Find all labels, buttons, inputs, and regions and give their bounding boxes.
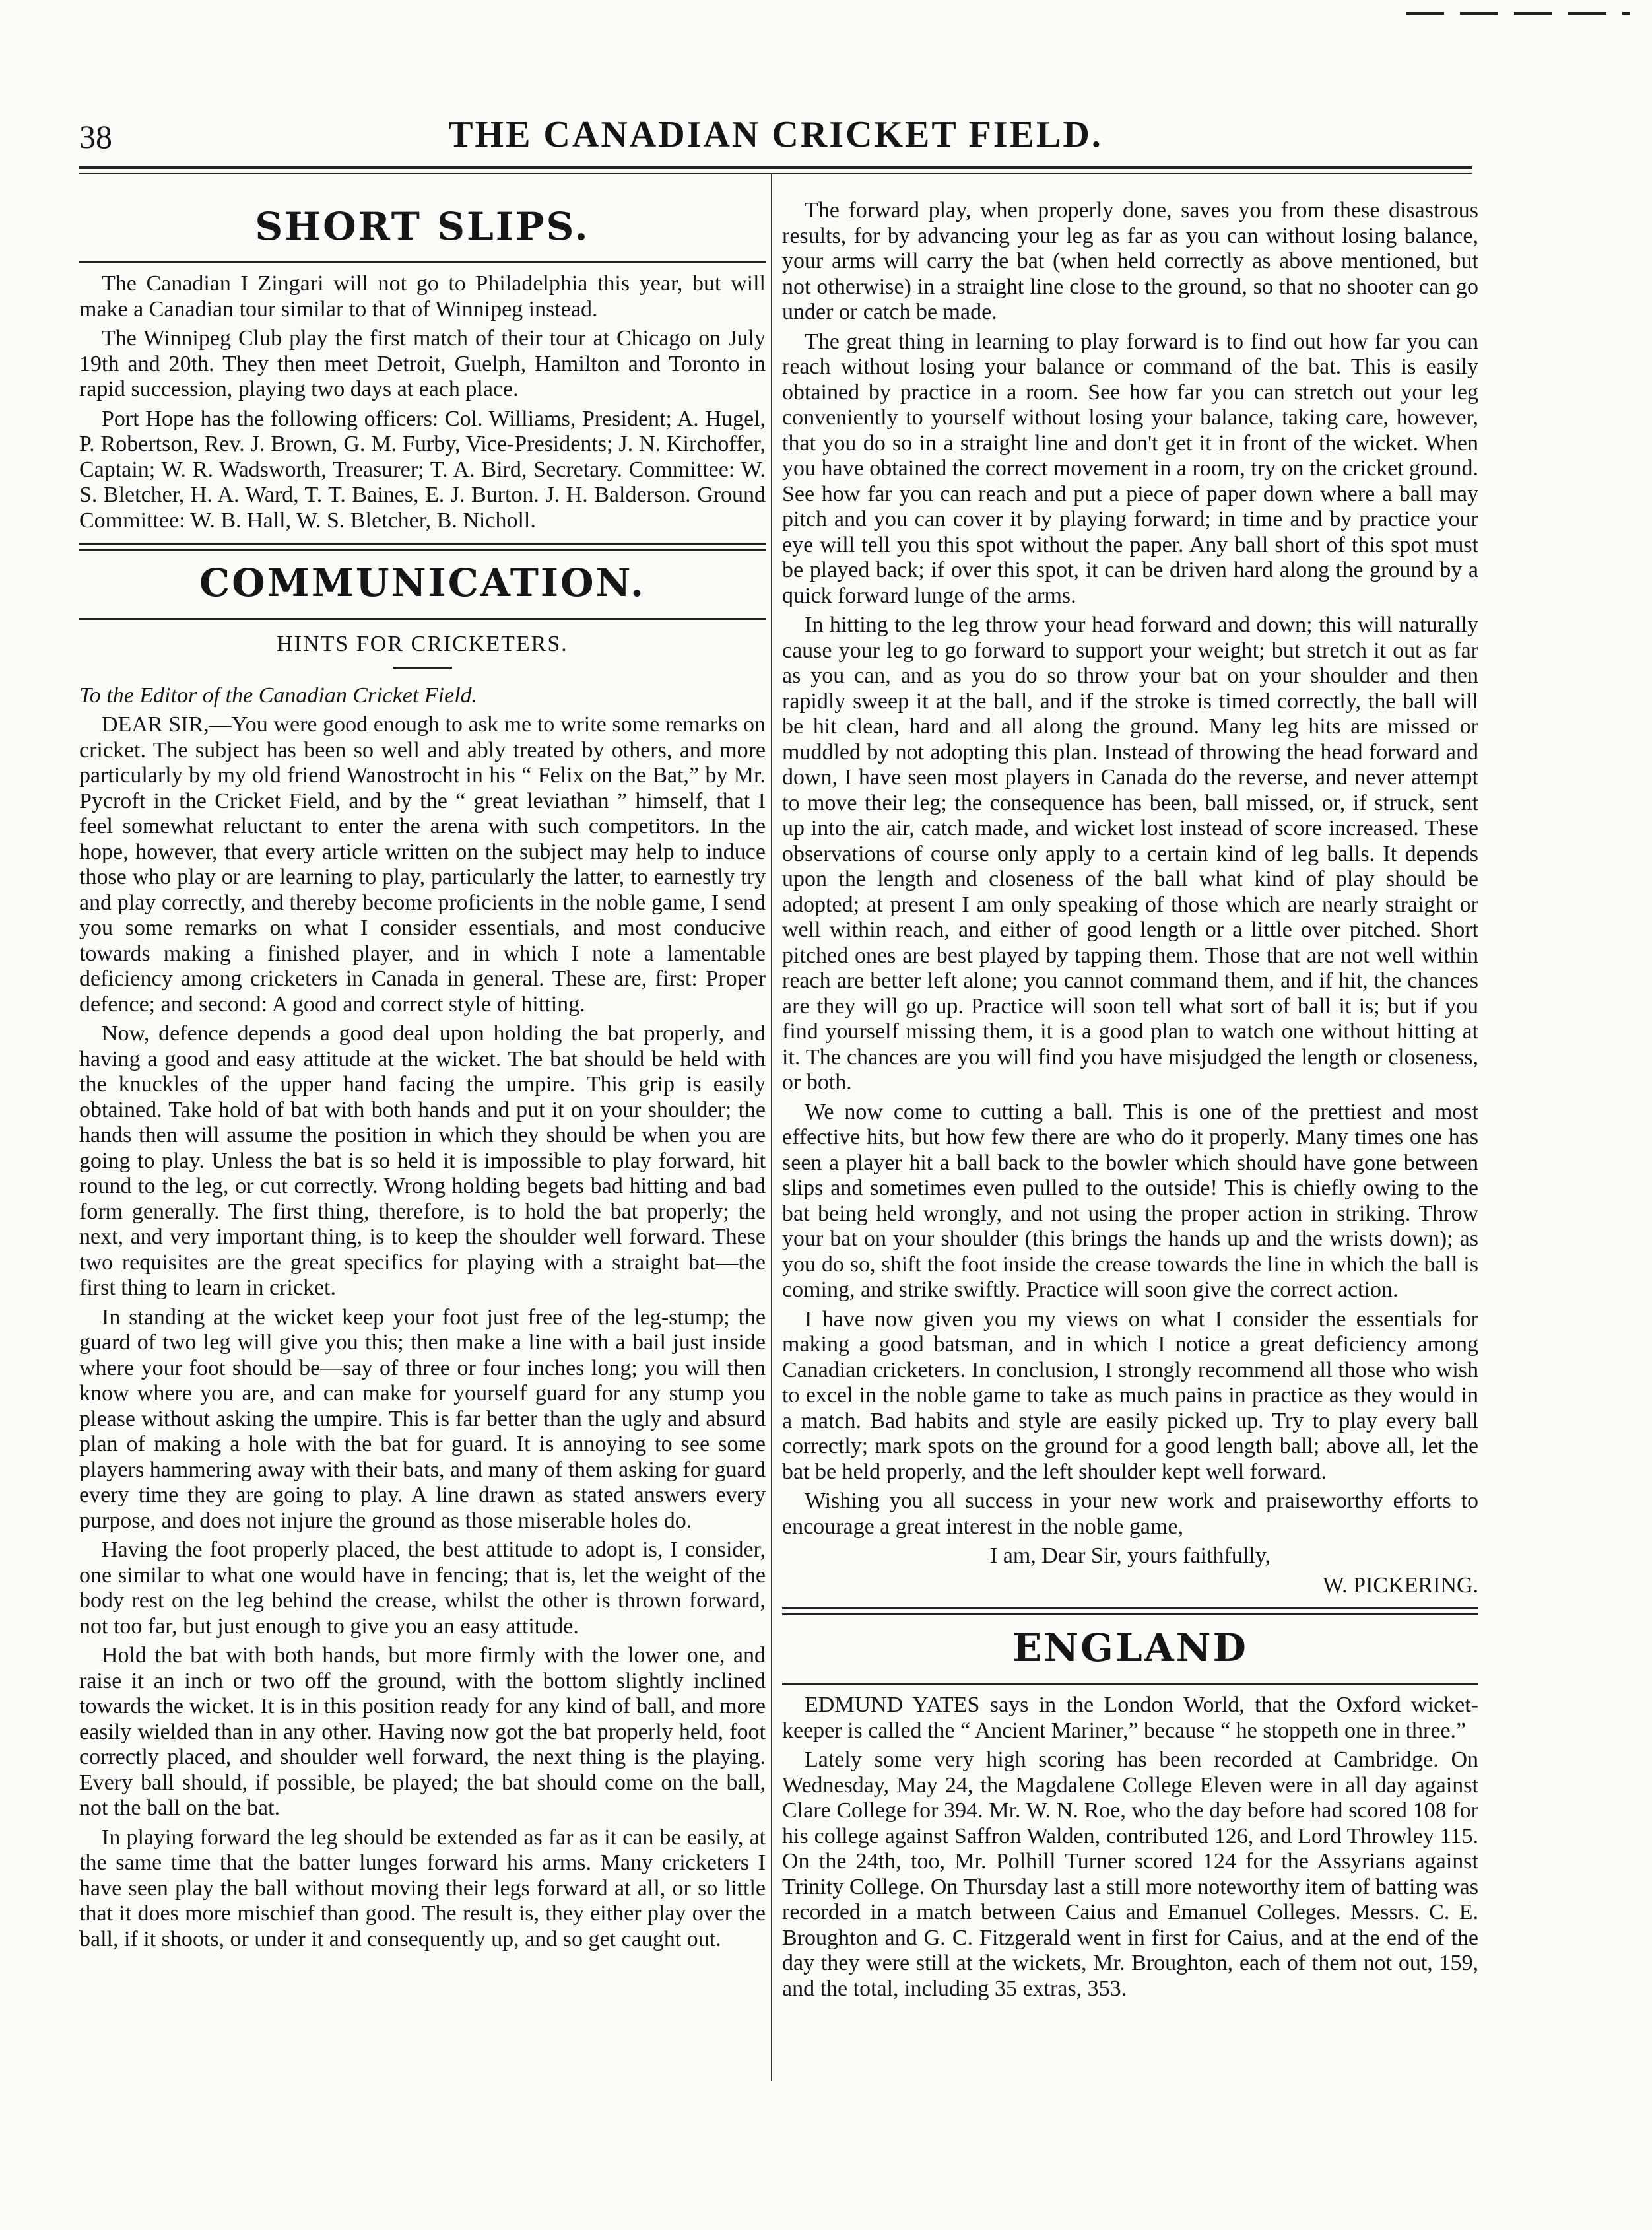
paper-title: THE CANADIAN CRICKET FIELD. — [448, 114, 1103, 155]
masthead — [79, 99, 1472, 162]
page-number: 38 — [79, 118, 112, 155]
article-paragraph: I have now given you my views on what I consider the essentials for making a good batsman, and in which I notice a great deficiency among Canadian cricketers. In conclusion, I strongly recommend all those who wish to excel in the noble game to take as much pains in practice as they would in a match. Bad habits and style are easily picked up. Try to play every ball correctly; mark spots on the ground for a good length ball; above all, let the bat be held properly, and the left shoulder kept well forward. — [782, 1306, 1478, 1484]
heading-rule — [782, 1683, 1478, 1685]
left-column — [79, 198, 766, 1956]
letter-closing: I am, Dear Sir, yours faithfully, — [989, 1543, 1271, 1568]
heading-rule — [79, 618, 766, 620]
heading-rule — [79, 261, 766, 263]
england-heading: ENGLAND — [1012, 1625, 1248, 1670]
letter-signature: W. PICKERING. — [1323, 1572, 1478, 1598]
article-paragraph: Now, defence depends a good deal upon holding the bat properly, and having a good and easy attitude at the wicket. The bat should be held with the knuckles of the upper hand facing the umpire. This grip is easily obtained. Take hold of bat with both hands and put it on your shoulder; the hands then will assume the position in which they should be when you are going to play. Unless the bat is so held it is impossible to play forward, hit round to the leg, or cut correctly. Wrong holding begets bad hitting and bad form generally. The first thing, therefore, is to hold the bat properly; the next, and very important thing, is to keep the shoulder well forward. These two requisites are the great specifics for playing with a straight bat—the first thing to learn in cricket. — [79, 1021, 766, 1300]
article-paragraph: The forward play, when properly done, saves you from these disastrous results, for by advancing your leg as far as you can without losing balance, your arms will carry the bat (when held correctly as above mentioned, but not otherwise) in a straight line close to the ground, so that no shooter can go under or catch be made. — [782, 198, 1478, 324]
article-paragraph: The great thing in learning to play forward is to find out how far you can reach without losing your balance or command of the bat. This is easily obtained by practice in a room. See how far you can stretch out your leg conveniently to yourself without losing your balance, taking care, however, that you do so in a straight line and don't get it in front of the wicket. When you have obtained the correct movement in a room, try on the cricket ground. See how far you can reach and put a piece of paper down where a ball may pitch and you can cover it by playing forward; in time and by practice your eye will tell you this spot without the paper. Any ball short of this spot must be played back; if over this spot, it can be driven hard along the ground by a quick forward lunge of the arms. — [782, 329, 1478, 608]
corner-rule — [1406, 12, 1630, 15]
article-paragraph: Hold the bat with both hands, but more firmly with the lower one, and raise it an inch or two off the ground, with the bottom slightly inclined towards the wicket. It is in this position ready for any kind of ball, and more easily wielded than in any other. Having now got the bat properly held, foot correctly placed, and shoulder well forward, the next thing is the playing. Every ball should, if possible, be played; the bat should come on the ball, not the ball on the bat. — [79, 1643, 766, 1820]
article-subheading: HINTS FOR CRICKETERS. — [277, 632, 568, 656]
masthead-rule-top — [79, 166, 1472, 169]
salutation: To the Editor of the Canadian Cricket Field. — [79, 683, 478, 708]
england-paragraph: Lately some very high scoring has been recorded at Cambridge. On Wednesday, May 24, the Magdalene College Eleven were in all day against Clare College for 394. Mr. W. N. Roe, who the day before had scored 108 for his college against Saffron Walden, contributed 126, and Lord Throwley 115. On the 24th, too, Mr. Polhill Turner scored 124 for the Assyrians against Trinity College. On Thursday last a still more noteworthy item of batting was recorded in a match between Caius and Emanuel Colleges. Messrs. C. E. Broughton and G. C. Fitzgerald went in first for Caius, and at the end of the day they were still at the wickets, Mr. Broughton, each of them not out, 159, and the total, including 35 extras, 353. — [782, 1747, 1478, 2001]
england-paragraph: EDMUND YATES says in the London World, that the Oxford wicket-keeper is called the “ Ancient Mariner,” because “ he stoppeth one in three.” — [782, 1693, 1478, 1743]
short-rule — [393, 667, 452, 669]
column-rule — [771, 173, 772, 2081]
right-column — [782, 198, 1478, 2006]
article-paragraph: In standing at the wicket keep your foot just free of the leg-stump; the guard of two leg will give you this; then make a line with a bail just inside where your foot should be—say of three or four inches long; you will then know where you are, and can make for yourself guard for any stump you please without asking the umpire. This is far better than the ugly and absurd plan of making a hole with the bat for guard. It is annoying to see some players hammering away with their bats, and many of them asking for guard every time they are going to play. A line drawn as stated answers every purpose, and does not injure the ground as those miserable holes do. — [79, 1304, 766, 1533]
short-slips-paragraph: The Canadian I Zingari will not go to Philadelphia this year, but will make a Canadian tour similar to that of Winnipeg instead. — [79, 271, 766, 321]
section-divider — [782, 1607, 1478, 1615]
article-paragraph: Wishing you all success in your new work and praiseworthy efforts to encourage a great interest in the noble game, — [782, 1489, 1478, 1539]
article-paragraph: DEAR SIR,—You were good enough to ask me to write some remarks on cricket. The subject has been so well and ably treated by others, and more particularly by my old friend Wanostrocht in his “ Felix on the Bat,” by Mr. Pycroft in the Cricket Field, and by the “ great leviathan ” himself, that I feel somewhat reluctant to enter the arena with such competitors. In the hope, however, that every article written on the subject may help to induce those who play or are learning to play, particularly the latter, to earnestly try and play correctly, and thereby become proficients in the noble game, I send you some remarks on what I consider essentials, and most conducive towards making a finished player, and in which I note a lamentable deficiency among cricketers in Canada in general. These are, first: Proper defence; and second: A good and correct style of hitting. — [79, 712, 766, 1017]
short-slips-heading: SHORT SLIPS. — [255, 204, 590, 249]
article-paragraph: We now come to cutting a ball. This is one of the prettiest and most effective hits, but how few there are who do it properly. Many times one has seen a player hit a ball back to the bowler which should have gone between slips and sometimes even pulled to the outside! This is chiefly owing to the bat being held wrongly, and not using the proper action in striking. Throw your bat on your shoulder (this brings the hands up and the wrists down); as you do so, shift the foot inside the crease towards the line in which the ball is coming, and strike swiftly. Practice will soon give the correct action. — [782, 1099, 1478, 1302]
article-paragraph: Having the foot properly placed, the best attitude to adopt is, I consider, one similar to what one would have in fencing; that is, let the weight of the body rest on the leg behind the crease, whilst the other is thrown forward, not too far, but just enough to give you an easy attitude. — [79, 1537, 766, 1639]
article-paragraph: In hitting to the leg throw your head forward and down; this will naturally cause your leg to go forward to support your weight; but stretch it out as far as you can, and as you do so throw your bat on your shoulder and then rapidly sweep it at the ball, and if the stroke is timed correctly, the ball will be hit clean, hard and all along the ground. Many leg hits are missed or muddled by not adopting this plan. Instead of throwing the head forward and down, I have seen most players in Canada do the reverse, and never attempt to move their leg; the consequence has been, ball missed, or, if struck, sent up into the air, catch made, and wicket lost instead of score increased. These observations of course only apply to a certain kind of leg balls. It depends upon the length and closeness of the ball what kind of play should be adopted; at present I am only speaking of those which are nearly straight or well within reach, and either of good length or a little over pitched. Short pitched ones are best played by tapping them. Those that are not well within reach are better left alone; you cannot command them, and if hit, the chances are they will go up. Practice will soon tell what sort of ball it is; but if you find yourself missing them, it is a good plan to watch one without hitting at it. The chances are you will find you have misjudged the length or closeness, or both. — [782, 613, 1478, 1095]
section-divider — [79, 543, 766, 551]
short-slips-paragraph: The Winnipeg Club play the first match of their tour at Chicago on July 19th and 20th. They then meet Detroit, Guelph, Hamilton and Toronto in rapid succession, playing two days at each place. — [79, 326, 766, 401]
masthead-rule-bottom — [79, 173, 1472, 174]
short-slips-paragraph: Port Hope has the following officers: Col. Williams, President; A. Hugel, P. Robertson, Rev. J. Brown, G. M. Furby, Vice-Presidents; J. N. Kirchoffer, Captain; W. R. Wadsworth, Treasurer; T. A. Bird, Secretary. Committee: W. S. Bletcher, H. A. Ward, T. T. Baines, E. J. Burton. J. H. Balderson. Ground Committee: W. B. Hall, W. S. Bletcher, B. Nicholl. — [79, 406, 766, 533]
article-paragraph: In playing forward the leg should be extended as far as it can be easily, at the same time that the batter lunges forward his arms. Many cricketers I have seen play the ball without moving their legs forward at all, or so little that it does more mischief than good. The result is, they either play over the ball, if it shoots, or under it and consequently up, and so get caught out. — [79, 1825, 766, 1951]
communication-heading: COMMUNICATION. — [199, 560, 646, 605]
